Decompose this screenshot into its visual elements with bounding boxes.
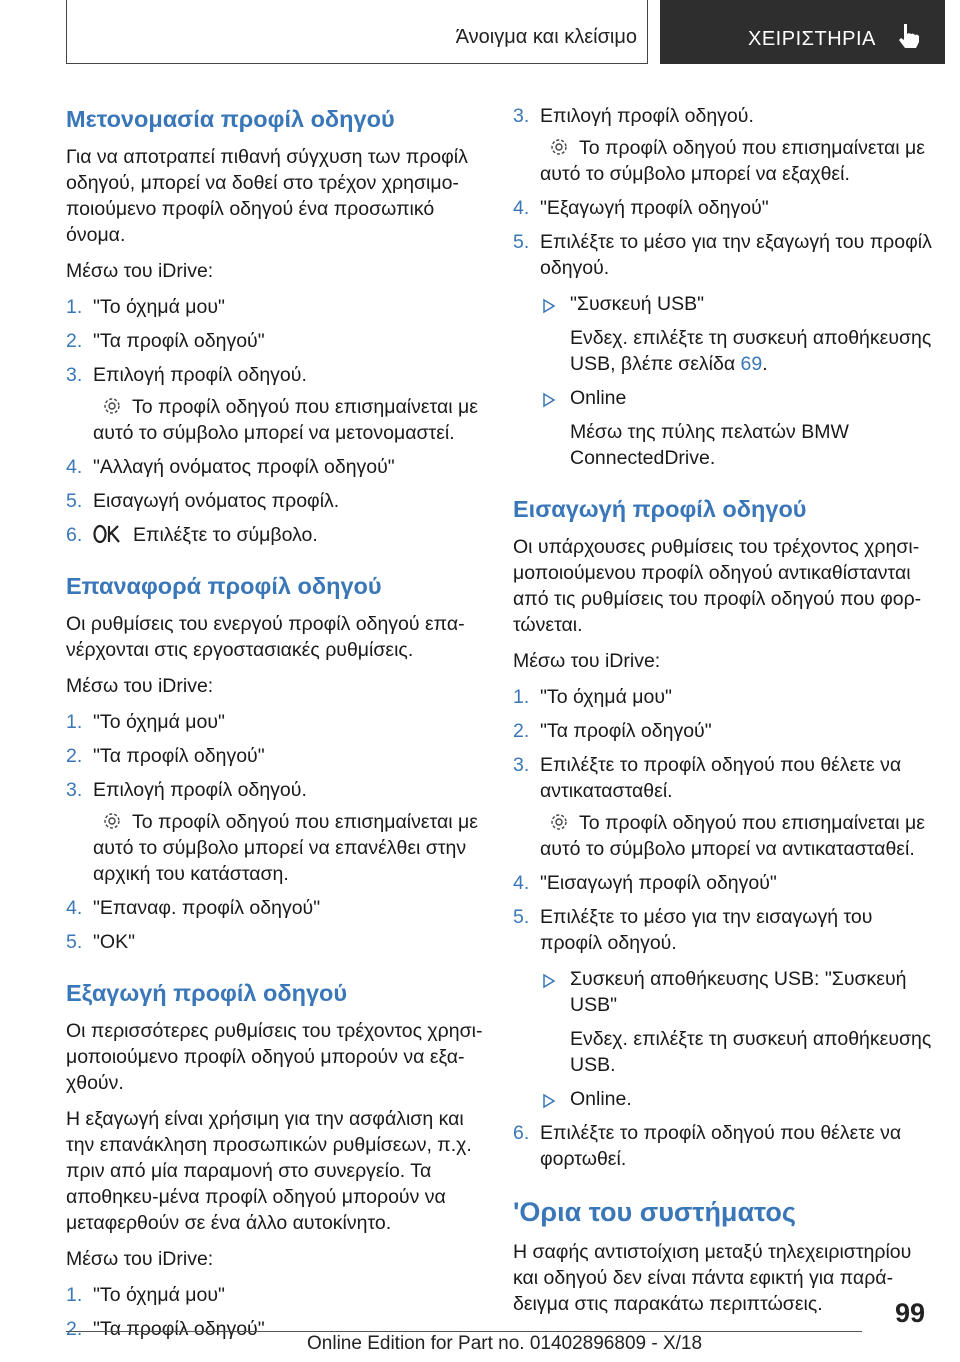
note-text: Το προφίλ οδηγού που επισημαίνεται με αυτό το σύμβολο μπορεί να εξαχθεί. bbox=[540, 137, 925, 185]
list-item bbox=[66, 709, 486, 735]
paragraph: Οι υπάρχουσες ρυθμίσεις του τρέχοντος χρησι‐μοποιούμενου προφίλ οδηγού αντικαθίστανται από τις ρυθμίσεις του προφίλ οδηγού που φορ‐τώνεται. bbox=[513, 536, 922, 636]
step-number: 5. bbox=[66, 490, 83, 512]
step-number: 4. bbox=[66, 456, 83, 478]
paragraph: Η εξαγωγή είναι χρήσιμη για την ασφάλιση και την επανάκληση προσωπικών ρυθμίσεων, π.χ. πριν από μία παραμονή στο συνεργείο. Τα αποθηκευ‐μένα προφίλ οδηγού μπορούν να μεταφερθούν σε ένα άλλο αυτοκίνητο. bbox=[66, 1108, 472, 1234]
option-detail: Μέσω της πύλης πελατών BMW ConnectedDrive. bbox=[570, 421, 849, 469]
step-text: "Εξαγωγή προφίλ οδηγού" bbox=[540, 197, 769, 219]
list-item bbox=[66, 362, 486, 446]
step-number: 6. bbox=[513, 1122, 530, 1144]
footer-divider bbox=[66, 1331, 862, 1332]
list-item bbox=[513, 870, 933, 896]
step-number: 5. bbox=[66, 931, 83, 953]
step-text: "Τα προφίλ οδηγού" bbox=[93, 330, 265, 352]
header-section-box bbox=[66, 0, 648, 64]
step-list bbox=[513, 684, 933, 1172]
list-item bbox=[513, 752, 933, 862]
paragraph: Μέσω του iDrive: bbox=[513, 650, 661, 672]
list-item bbox=[66, 1282, 486, 1308]
step-list bbox=[513, 103, 933, 471]
step-number: 3. bbox=[66, 779, 83, 801]
chapter-tab-label: ΧΕΙΡΙΣΤΗΡΙΑ bbox=[748, 28, 876, 50]
step-text: Επιλογή προφίλ οδηγού. bbox=[540, 105, 754, 127]
step-text: Επιλέξτε το μέσο για την εξαγωγή του προφίλ οδηγού. bbox=[540, 231, 932, 279]
section-heading-reset: Επαναφορά προφίλ οδηγού bbox=[66, 573, 382, 599]
footer-edition: Online Edition for Part no. 01402896809 - X/18 bbox=[307, 1333, 703, 1354]
list-item bbox=[66, 488, 486, 514]
note bbox=[540, 810, 933, 862]
note-text: Το προφίλ οδηγού που επισημαίνεται με αυτό το σύμβολο μπορεί να επανέλθει στην αρχική του κατάσταση. bbox=[93, 811, 478, 885]
list-item bbox=[540, 966, 933, 1078]
list-item bbox=[66, 328, 486, 354]
paragraph: Για να αποτραπεί πιθανή σύγχυση των προφίλ οδηγού, μπορεί να δοθεί στο τρέχον χρησιμο‐ποιούμενο προφίλ οδηγού ένα προσωπικό όνομα. bbox=[66, 146, 468, 246]
list-item bbox=[513, 229, 933, 471]
step-list bbox=[66, 294, 486, 548]
step-number: 4. bbox=[66, 897, 83, 919]
page-reference-link[interactable]: 69 bbox=[740, 353, 763, 375]
step-text: "Το όχημά μου" bbox=[93, 1284, 225, 1306]
step-number: 4. bbox=[513, 197, 530, 219]
step-text: Επιλέξτε το προφίλ οδηγού που θέλετε να φορτωθεί. bbox=[540, 1122, 902, 1170]
left-column bbox=[66, 103, 486, 1350]
step-number: 2. bbox=[66, 745, 83, 767]
gear-icon bbox=[548, 136, 570, 158]
option-label: "Συσκευή USB" bbox=[570, 293, 705, 315]
step-text: "Τα προφίλ οδηγού" bbox=[93, 745, 265, 767]
step-number: 3. bbox=[513, 105, 530, 127]
option-detail bbox=[570, 325, 933, 377]
step-number: 6. bbox=[66, 524, 83, 546]
triangle-bullet-icon bbox=[542, 295, 556, 321]
step-number: 2. bbox=[513, 720, 530, 742]
list-item bbox=[513, 684, 933, 710]
step-number: 1. bbox=[66, 1284, 83, 1306]
step-text: Επιλέξτε το μέσο για την εισαγωγή του προφίλ οδηγού. bbox=[540, 906, 873, 954]
gear-icon bbox=[101, 810, 123, 832]
step-text: "Τα προφίλ οδηγού" bbox=[93, 1318, 265, 1340]
step-text: "Το όχημά μου" bbox=[540, 686, 672, 708]
step-text: "Τα προφίλ οδηγού" bbox=[540, 720, 712, 742]
step-text: "Το όχημά μου" bbox=[93, 296, 225, 318]
triangle-bullet-icon bbox=[542, 970, 556, 996]
section-title: Άνοιγμα και κλείσιμο bbox=[455, 26, 637, 48]
list-item bbox=[513, 718, 933, 744]
note-text: Το προφίλ οδηγού που επισημαίνεται με αυτό το σύμβολο μπορεί να μετονομαστεί. bbox=[93, 396, 478, 444]
step-number: 2. bbox=[66, 1318, 83, 1340]
list-item bbox=[540, 1086, 933, 1112]
list-item bbox=[66, 743, 486, 769]
page-number: 99 bbox=[895, 1298, 926, 1328]
hand-pointer-icon bbox=[896, 22, 922, 55]
chapter-tab[interactable] bbox=[660, 0, 945, 64]
ok-icon bbox=[93, 524, 123, 544]
note bbox=[93, 809, 486, 887]
triangle-bullet-icon bbox=[542, 389, 556, 415]
option-label: Online. bbox=[570, 1088, 632, 1110]
list-item bbox=[540, 291, 933, 377]
step-number: 5. bbox=[513, 906, 530, 928]
step-number: 4. bbox=[513, 872, 530, 894]
step-text: Επιλογή προφίλ οδηγού. bbox=[93, 364, 307, 386]
list-item bbox=[66, 522, 486, 548]
list-item bbox=[540, 385, 933, 471]
paragraph: Η σαφής αντιστοίχιση μεταξύ τηλεχειριστηρίου και οδηγού δεν είναι πάντα εφικτή για παρά‐δειγμα στις παρακάτω περιπτώσεις. bbox=[513, 1241, 912, 1315]
paragraph: Μέσω του iDrive: bbox=[66, 1248, 214, 1270]
triangle-bullet-icon bbox=[542, 1090, 556, 1116]
list-item bbox=[66, 895, 486, 921]
note-text: Το προφίλ οδηγού που επισημαίνεται με αυτό το σύμβολο μπορεί να αντικατασταθεί. bbox=[540, 812, 925, 860]
step-text: "Το όχημά μου" bbox=[93, 711, 225, 733]
step-text: Εισαγωγή ονόματος προφίλ. bbox=[93, 490, 340, 512]
step-text: "Επαναφ. προφίλ οδηγού" bbox=[93, 897, 321, 919]
step-number: 3. bbox=[513, 754, 530, 776]
section-heading-rename: Μετονομασία προφίλ οδηγού bbox=[66, 106, 395, 132]
list-item bbox=[66, 777, 486, 887]
step-text: "Αλλαγή ονόματος προφίλ οδηγού" bbox=[93, 456, 395, 478]
gear-icon bbox=[548, 811, 570, 833]
section-heading-import: Εισαγωγή προφίλ οδηγού bbox=[513, 496, 807, 522]
right-column bbox=[513, 103, 933, 1327]
step-text: Επιλέξτε το προφίλ οδηγού που θέλετε να αντικατασταθεί. bbox=[540, 754, 902, 802]
step-number: 3. bbox=[66, 364, 83, 386]
note bbox=[93, 394, 486, 446]
option-label: Συσκευή αποθήκευσης USB: "Συσκευή USB" bbox=[570, 968, 907, 1016]
step-text: Επιλογή προφίλ οδηγού. bbox=[93, 779, 307, 801]
list-item bbox=[66, 294, 486, 320]
list-item bbox=[66, 454, 486, 480]
step-text: "Εισαγωγή προφίλ οδηγού" bbox=[540, 872, 777, 894]
paragraph: Οι ρυθμίσεις του ενεργού προφίλ οδηγού επα‐νέρχονται στις εργοστασιακές ρυθμίσεις. bbox=[66, 613, 465, 661]
gear-icon bbox=[101, 395, 123, 417]
section-heading-limits: 'Ορια του συστήματος bbox=[513, 1197, 796, 1227]
option-detail: Ενδεχ. επιλέξτε τη συσκευή αποθήκευσης USB. bbox=[570, 1028, 932, 1076]
option-label: Online bbox=[570, 387, 627, 409]
paragraph: Οι περισσότερες ρυθμίσεις του τρέχοντος χρησι‐μοποιούμενο προφίλ οδηγού μπορούν να εξα‐χθούν. bbox=[66, 1020, 483, 1094]
list-item bbox=[513, 103, 933, 187]
step-number: 1. bbox=[66, 296, 83, 318]
paragraph: Μέσω του iDrive: bbox=[66, 260, 214, 282]
punctuation: . bbox=[762, 353, 768, 375]
list-item bbox=[66, 929, 486, 955]
step-number: 5. bbox=[513, 231, 530, 253]
paragraph: Μέσω του iDrive: bbox=[66, 675, 214, 697]
list-item bbox=[513, 195, 933, 221]
step-text: Επιλέξτε το σύμβολο. bbox=[133, 524, 318, 546]
note bbox=[540, 135, 933, 187]
list-item bbox=[513, 904, 933, 1112]
list-item bbox=[513, 1120, 933, 1172]
step-number: 1. bbox=[513, 686, 530, 708]
step-text: "OK" bbox=[93, 931, 136, 953]
step-list bbox=[66, 709, 486, 955]
step-number: 2. bbox=[66, 330, 83, 352]
section-heading-export: Εξαγωγή προφίλ οδηγού bbox=[66, 980, 348, 1006]
option-detail-text: Ενδεχ. επιλέξτε τη συσκευή αποθήκευσης USB, βλέπε σελίδα bbox=[570, 327, 932, 375]
step-number: 1. bbox=[66, 711, 83, 733]
